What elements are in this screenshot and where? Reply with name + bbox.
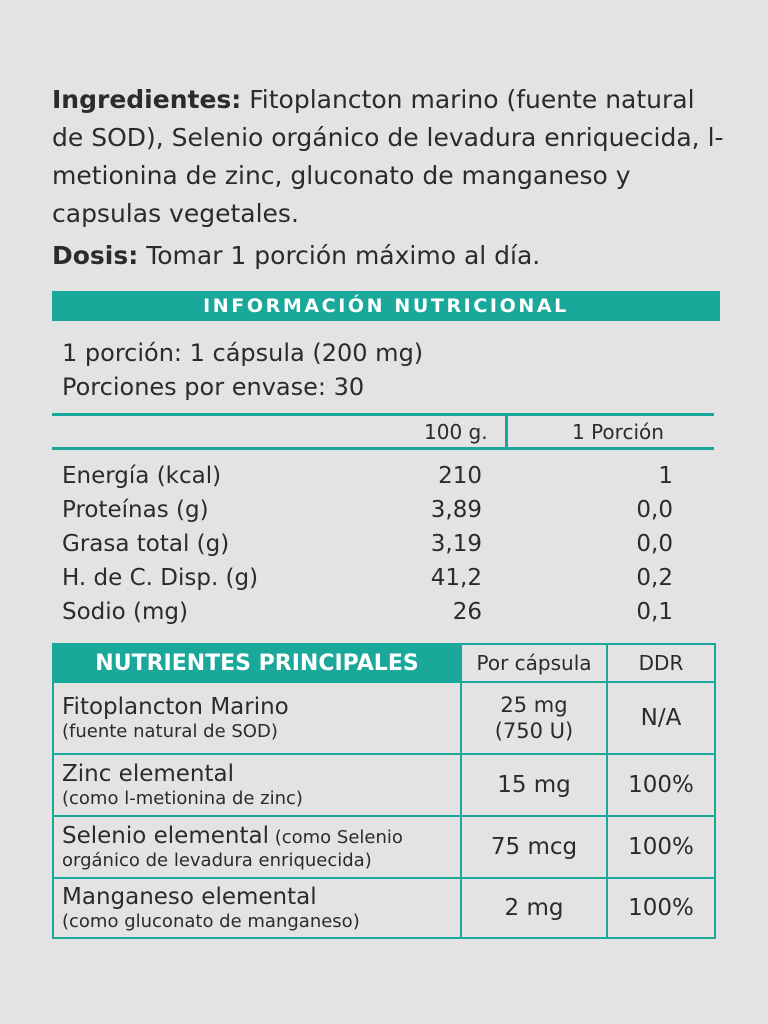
main-nutrients-header-row <box>53 644 715 682</box>
nutrient-name-text: Selenio elemental <box>62 822 269 849</box>
nutrient-source: (como gluconato de manganeso) <box>62 910 360 932</box>
nutrient-name <box>62 694 452 721</box>
nutrient-ddr: 100% <box>607 816 715 878</box>
nutrient-source: (fuente natural de SOD) <box>62 720 278 742</box>
nutrient-name-suffix: (como Selenio <box>268 826 403 848</box>
nutrient-amount <box>461 682 607 754</box>
col-header-ddr: DDR <box>607 644 715 682</box>
nutrient-amount-line1: 2 mg <box>504 895 564 921</box>
nutrient-name-cell <box>53 878 461 938</box>
nutrient-source: orgánico de levadura enriquecida) <box>62 849 372 871</box>
nutrient-name-cell <box>53 816 461 878</box>
nutrient-ddr: N/A <box>607 682 715 754</box>
nutrient-name-cell <box>53 754 461 816</box>
nutrient-name <box>62 761 452 788</box>
nutrient-label: Proteínas (g) <box>62 497 209 523</box>
nutrition-row <box>62 493 682 527</box>
nutrient-amount <box>461 878 607 938</box>
value-100g: 41,2 <box>430 565 482 591</box>
nutrient-row <box>53 754 715 816</box>
nutrition-header-rule <box>52 447 714 450</box>
nutrition-info-header: INFORMACIÓN NUTRICIONAL <box>52 291 720 321</box>
value-100g: 3,89 <box>430 497 482 523</box>
nutrient-label: Sodio (mg) <box>62 599 188 625</box>
value-100g: 3,19 <box>430 531 482 557</box>
col-header-100g: 100 g. <box>424 420 488 444</box>
nutrient-ddr: 100% <box>607 754 715 816</box>
nutrient-row <box>53 682 715 754</box>
nutrient-name-cell <box>53 682 461 754</box>
nutrient-amount-line1: 25 mg <box>500 693 568 717</box>
nutrition-row <box>62 459 682 493</box>
col-header-per-capsule: Por cápsula <box>461 644 607 682</box>
ingredients-paragraph <box>52 81 732 233</box>
nutrient-amount-line2: (750 U) <box>494 719 574 743</box>
dosis-line <box>52 237 732 275</box>
nutrition-top-rule <box>52 413 714 416</box>
dosis-label: Dosis: <box>52 241 139 270</box>
nutrition-row <box>62 595 682 629</box>
nutrient-amount-line1: 15 mg <box>497 772 571 798</box>
value-100g: 26 <box>452 599 482 625</box>
nutrition-row <box>62 527 682 561</box>
nutrient-amount-line1: 75 mcg <box>490 834 578 860</box>
nutrient-row <box>53 878 715 938</box>
main-nutrients-title: NUTRIENTES PRINCIPALES <box>53 644 461 682</box>
value-portion: 0,0 <box>636 497 673 523</box>
nutrient-label: H. de C. Disp. (g) <box>62 565 259 591</box>
value-portion: 0,2 <box>636 565 673 591</box>
dosis-text: Tomar 1 porción máximo al día. <box>138 241 541 270</box>
nutrient-name <box>62 823 452 850</box>
col-header-portion: 1 Porción <box>572 420 664 444</box>
nutrient-name-text: Manganeso elemental <box>62 883 317 910</box>
ingredients-label: Ingredientes: <box>52 85 242 114</box>
value-100g: 210 <box>438 463 482 489</box>
serving-size: 1 porción: 1 cápsula (200 mg) <box>62 339 424 367</box>
nutrient-row <box>53 816 715 878</box>
main-nutrients-table <box>52 643 716 939</box>
nutrient-amount <box>461 816 607 878</box>
servings-per-container: Porciones por envase: 30 <box>62 373 365 401</box>
nutrient-label: Grasa total (g) <box>62 531 230 557</box>
ingredients-text: Fitoplancton marino (fuente natural de SOD), Selenio orgánico de levadura enriquecida, l-metionina de zinc, gluconato de manganeso y capsulas vegetales. <box>52 85 724 228</box>
nutrient-label: Energía (kcal) <box>62 463 222 489</box>
value-portion: 1 <box>658 463 673 489</box>
nutrient-name-text: Zinc elemental <box>62 760 235 787</box>
nutrition-row <box>62 561 682 595</box>
nutrient-ddr: 100% <box>607 878 715 938</box>
nutrient-amount <box>461 754 607 816</box>
value-portion: 0,0 <box>636 531 673 557</box>
nutrient-name-text: Fitoplancton Marino <box>62 693 289 720</box>
nutrition-column-divider <box>505 413 508 450</box>
nutrient-name <box>62 884 452 911</box>
nutrient-source: (como l-metionina de zinc) <box>62 787 303 809</box>
value-portion: 0,1 <box>636 599 673 625</box>
